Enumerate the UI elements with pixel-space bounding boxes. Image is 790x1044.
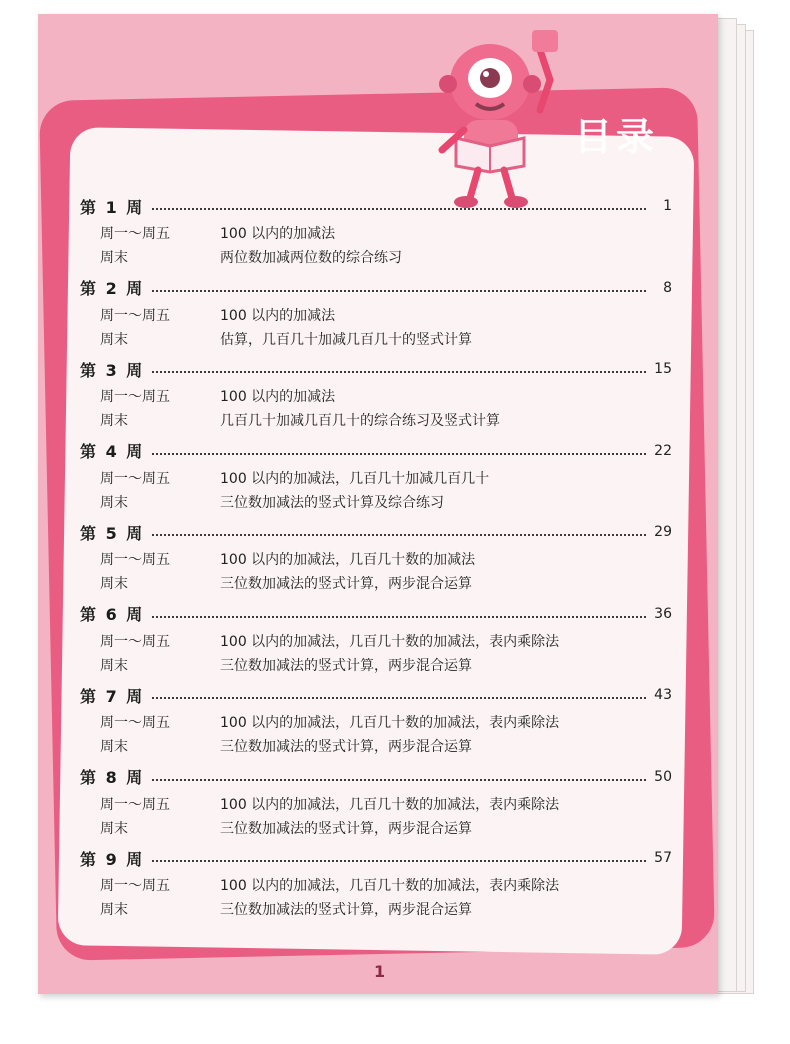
topic: 几百几十加减几百几十的综合练习及竖式计算 [220,413,500,429]
topic: 100 以内的加减法，几百几十数的加减法 [220,552,476,568]
day-range: 周末 [100,576,128,592]
week-label: 第 6 周 [80,605,145,624]
toc-week [80,357,680,439]
toc-week-header[interactable] [80,765,672,789]
toc-week [80,520,680,602]
dot-leader [152,208,646,210]
page-number: 1 [663,198,672,214]
toc-row [100,874,559,896]
toc-week-header[interactable] [80,439,672,463]
page-number: 36 [654,605,672,622]
dot-leader [152,860,646,862]
toc-week [80,439,680,521]
topic: 三位数加减法的竖式计算，两步混合运算 [220,902,472,918]
day-range: 周末 [100,820,128,837]
toc-row [100,817,472,839]
day-range: 周一～周五 [100,307,170,324]
toc-row [100,246,402,268]
toc-row [100,630,559,652]
toc-week [80,846,680,928]
day-range: 周末 [100,250,128,266]
day-range: 周末 [100,902,128,918]
topic: 三位数加减法的竖式计算，两步混合运算 [220,820,472,837]
week-label: 第 9 周 [80,849,145,869]
toc-row [100,548,475,570]
footer-page-number: 1 [374,962,386,981]
dot-leader [152,371,646,373]
week-label: 第 8 周 [80,768,145,787]
toc-row [100,793,559,815]
toc-week-header[interactable] [80,276,672,300]
day-range: 周末 [100,413,128,429]
day-range: 周一～周五 [100,878,170,894]
page-number: 50 [654,768,672,785]
toc-row [100,735,472,757]
topic: 100 以内的加减法，几百几十数的加减法，表内乘除法 [220,633,560,650]
topic: 三位数加减法的竖式计算及综合练习 [220,494,444,511]
day-range: 周一～周五 [100,552,170,568]
toc-row [100,328,472,350]
topic: 估算，几百几十加减几百几十的竖式计算 [220,331,472,348]
page-number: 43 [654,687,672,703]
topic: 100 以内的加减法 [220,307,336,324]
page-number: 22 [654,442,672,459]
topic: 100 以内的加减法，几百几十数的加减法，表内乘除法 [220,715,560,731]
day-range: 周一～周五 [100,470,170,487]
week-label: 第 4 周 [80,442,145,461]
toc-week-header[interactable] [80,846,672,870]
toc-row [100,304,335,326]
dot-leader [152,616,646,618]
toc-week-header[interactable] [80,602,672,626]
table-of-contents [80,194,680,928]
robot-mascot-icon [390,20,590,220]
toc-row [100,385,335,407]
topic: 100 以内的加减法，几百几十数的加减法，表内乘除法 [220,796,560,813]
toc-week [80,276,680,358]
toc-week [80,194,680,276]
toc-row [100,711,559,733]
toc-row [100,654,472,676]
toc-week [80,683,680,765]
toc-week-header[interactable] [80,357,672,381]
topic: 100 以内的加减法 [220,226,336,242]
day-range: 周末 [100,657,128,674]
topic: 三位数加减法的竖式计算，两步混合运算 [220,739,472,755]
day-range: 周末 [100,494,128,511]
day-range: 周末 [100,331,128,348]
dot-leader [152,779,646,781]
dot-leader [152,290,646,292]
toc-week [80,602,680,684]
toc-row [100,572,472,594]
page-title: 目录 [574,115,659,159]
dot-leader [152,453,646,455]
toc-row [100,898,472,920]
topic: 三位数加减法的竖式计算，两步混合运算 [220,657,472,674]
toc-week-header[interactable] [80,194,672,218]
week-label: 第 5 周 [80,523,145,543]
toc-week-header[interactable] [80,520,672,544]
toc-week-header[interactable] [80,683,672,707]
toc-row [100,491,444,513]
page-number: 57 [654,850,672,866]
topic: 三位数加减法的竖式计算，两步混合运算 [220,576,472,592]
week-label: 第 7 周 [80,686,145,706]
day-range: 周一～周五 [100,633,170,650]
page-number: 29 [654,524,672,540]
dot-leader [152,697,646,699]
page-number: 8 [663,279,672,296]
dot-leader [152,534,646,536]
topic: 两位数加减两位数的综合练习 [220,250,402,266]
topic: 100 以内的加减法 [220,389,336,405]
week-label: 第 2 周 [80,279,145,298]
toc-row [100,222,335,244]
day-range: 周一～周五 [100,715,170,731]
week-label: 第 3 周 [80,360,145,380]
toc-week [80,765,680,847]
week-label: 第 1 周 [80,197,145,217]
day-range: 周末 [100,739,128,755]
toc-row [100,409,500,431]
day-range: 周一～周五 [100,796,170,813]
day-range: 周一～周五 [100,389,170,405]
page-number: 15 [654,361,672,377]
day-range: 周一～周五 [100,226,170,242]
topic: 100 以内的加减法，几百几十加减几百几十 [220,470,490,487]
topic: 100 以内的加减法，几百几十数的加减法，表内乘除法 [220,878,560,894]
toc-row [100,467,489,489]
